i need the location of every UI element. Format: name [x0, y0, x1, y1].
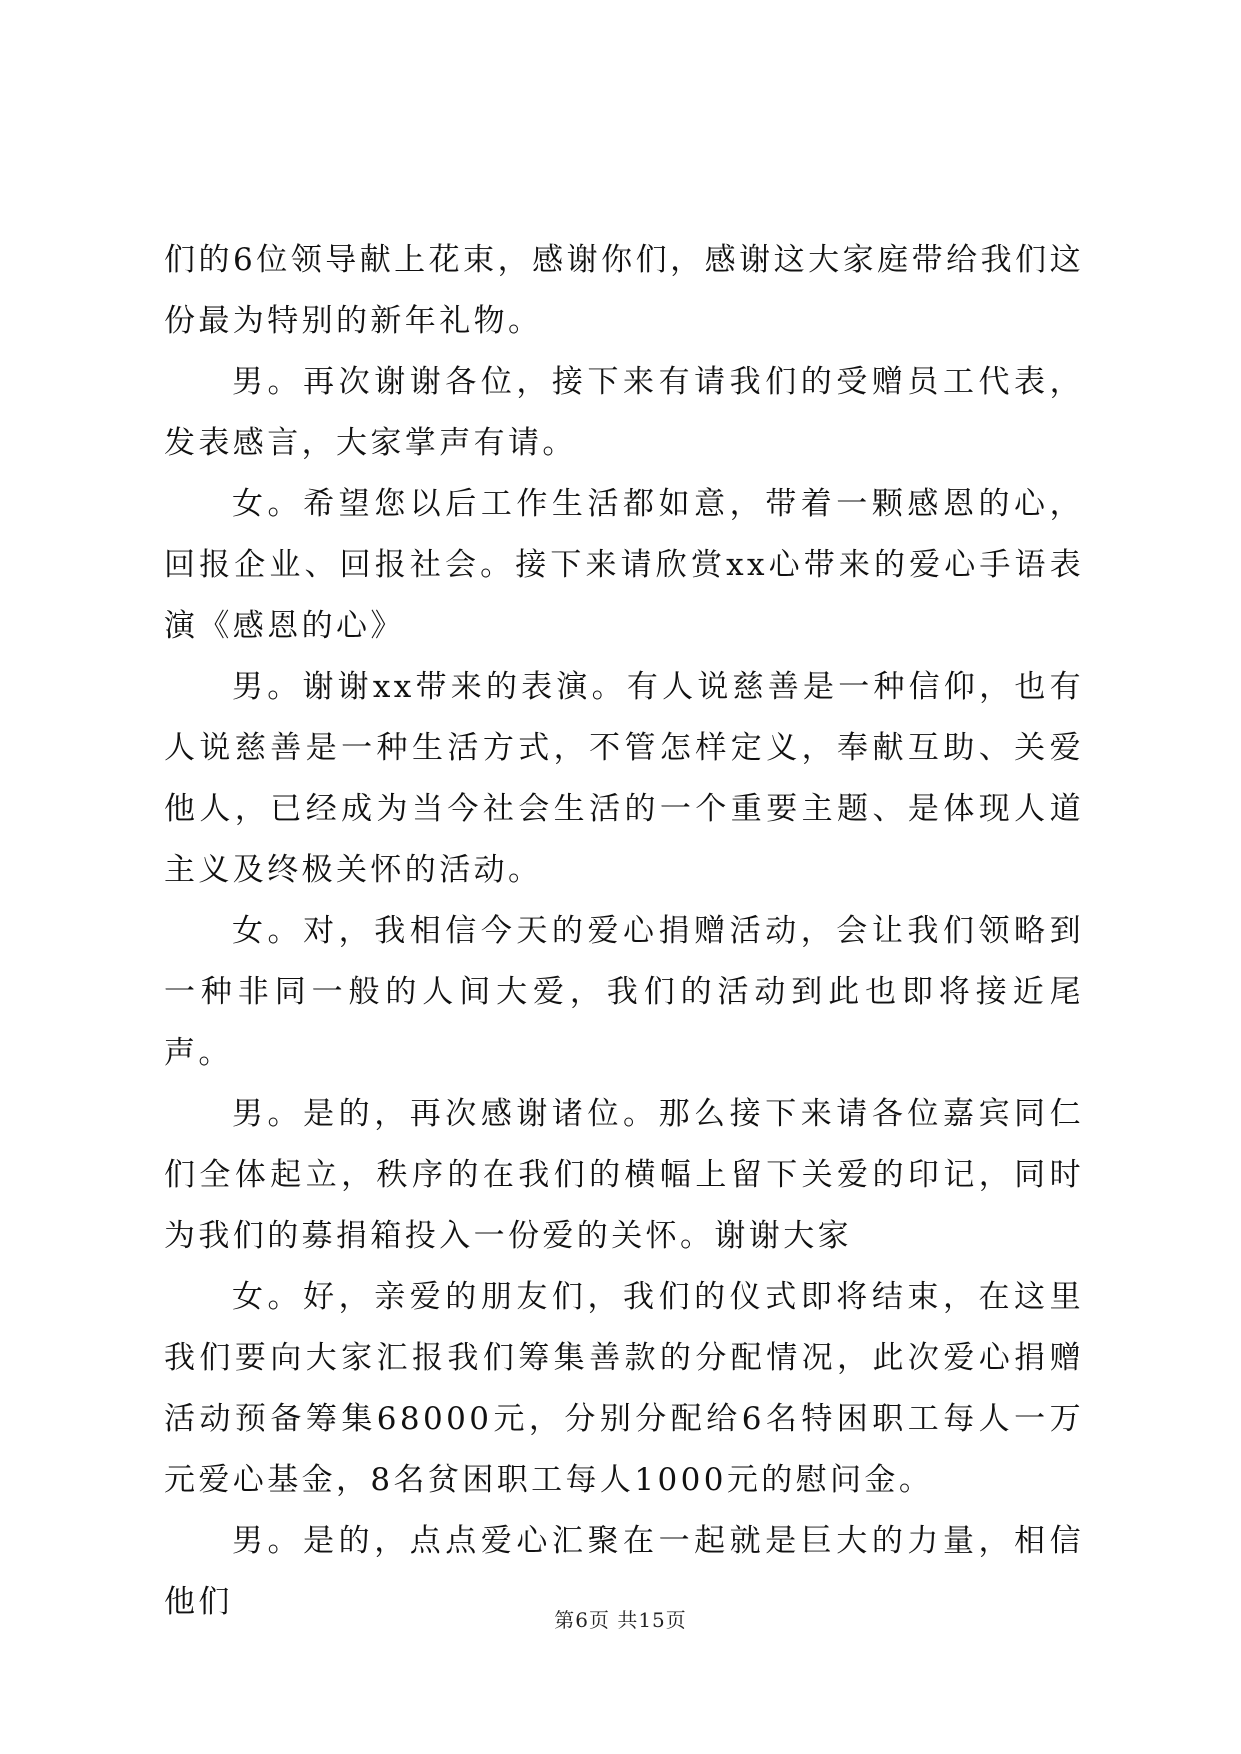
paragraph: 男。是的，再次感谢诸位。那么接下来请各位嘉宾同仁们全体起立，秩序的在我们的横幅上留下关爱的印记，同时为我们的募捐箱投入一份爱的关怀。谢谢大家 — [164, 1096, 1084, 1254]
paragraph: 女。对，我相信今天的爱心捐赠活动，会让我们领略到一种非同一般的人间大爱，我们的活动到此也即将接近尾声。 — [164, 913, 1084, 1071]
paragraph: 男。再次谢谢各位，接下来有请我们的受赠员工代表，发表感言，大家掌声有请。 — [164, 364, 1084, 461]
paragraph: 男。是的，点点爱心汇聚在一起就是巨大的力量，相信他们 — [164, 1523, 1084, 1620]
paragraph: 男。谢谢xx带来的表演。有人说慈善是一种信仰，也有人说慈善是一种生活方式，不管怎样定义，奉献互助、关爱他人，已经成为当今社会生活的一个重要主题、是体现人道主义及终极关怀的活动。 — [164, 669, 1084, 888]
paragraph-continuation: 们的6位领导献上花束，感谢你们，感谢这大家庭带给我们这份最为特别的新年礼物。 — [164, 242, 1084, 339]
paragraph: 女。希望您以后工作生活都如意，带着一颗感恩的心，回报企业、回报社会。接下来请欣赏xx心带来的爱心手语表演《感恩的心》 — [164, 486, 1084, 644]
page-number-footer: 第6页 共15页 — [554, 1608, 687, 1632]
paragraph: 女。好，亲爱的朋友们，我们的仪式即将结束，在这里我们要向大家汇报我们筹集善款的分配情况，此次爱心捐赠活动预备筹集68000元，分别分配给6名特困职工每人一万元爱心基金，8名贫困职工每人1000元的慰问金。 — [164, 1279, 1084, 1498]
document-body — [164, 230, 1084, 1633]
